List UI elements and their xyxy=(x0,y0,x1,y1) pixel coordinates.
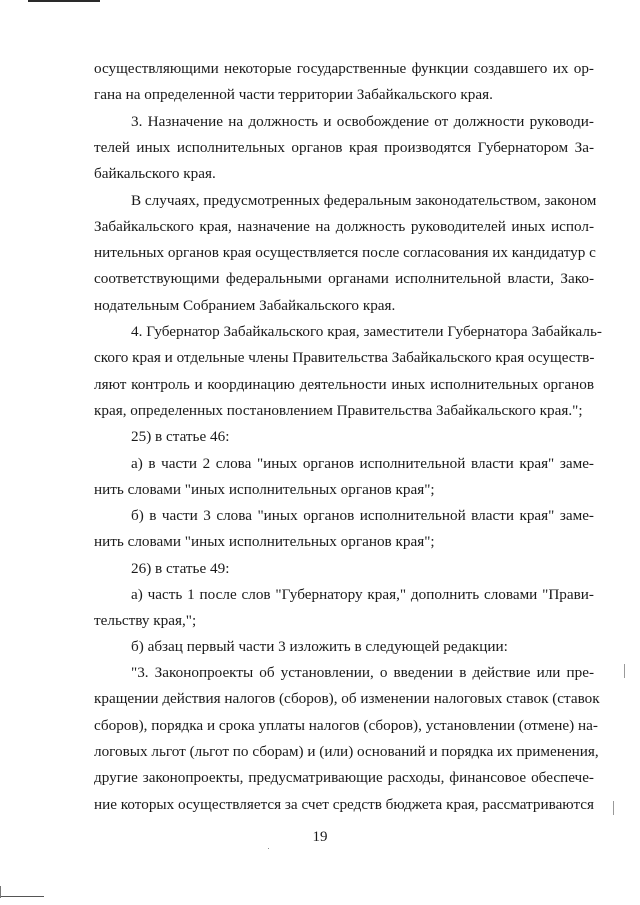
text-line: б) в части 3 слова "иных органов исполнительной власти края" заме- xyxy=(131,507,594,524)
text-line: байкальского края. xyxy=(94,165,216,182)
scan-artifact-bottom-left-mark xyxy=(0,886,1,898)
scan-speck xyxy=(268,848,269,849)
text-line: нодательным Собранием Забайкальского края. xyxy=(94,297,396,314)
text-line: тельству края,"; xyxy=(94,612,197,629)
scan-artifact-top xyxy=(28,0,100,2)
text-line: а) часть 1 после слов "Губернатору края," дополнить словами "Прави- xyxy=(131,586,594,603)
text-line: В случаях, предусмотренных федеральным законодательством, законом xyxy=(131,192,597,209)
text-line: осуществляющими некоторые государственные функции создавшего их ор- xyxy=(94,60,594,77)
page-number: 19 xyxy=(312,829,328,845)
text-line: нить словами "иных исполнительных органов края"; xyxy=(94,481,435,498)
text-line: сборов), порядка и срока уплаты налогов (сборов), установлении (отмене) на- xyxy=(94,717,598,734)
text-line: кращении действия налогов (сборов), об изменении налоговых ставок (ставок xyxy=(94,690,600,707)
text-line: нительных органов края осуществляется после согласования их кандидатур с xyxy=(94,244,596,261)
text-line: б) абзац первый части 3 изложить в следующей редакции: xyxy=(131,638,508,655)
scan-artifact-bottom-left xyxy=(0,896,44,897)
text-line: гана на определенной части территории Забайкальского края. xyxy=(94,86,493,103)
scan-speck xyxy=(624,664,625,678)
text-line: 4. Губернатор Забайкальского края, заместители Губернатора Забайкаль- xyxy=(131,323,602,340)
scan-speck xyxy=(613,801,614,815)
text-line: 26) в статье 49: xyxy=(131,560,230,577)
text-line: "3. Законопроекты об установлении, о введении в действие или пре- xyxy=(131,664,594,681)
text-line: логовых льгот (льгот по сборам) и (или) оснований и порядка их применения, xyxy=(94,743,599,760)
text-line: 3. Назначение на должность и освобождение от должности руководи- xyxy=(131,113,594,130)
text-line: телей иных исполнительных органов края производятся Губернатором За- xyxy=(94,139,594,156)
text-line: ляют контроль и координацию деятельности иных исполнительных органов xyxy=(94,376,594,393)
text-line: другие законопроекты, предусматривающие расходы, финансовое обеспече- xyxy=(94,769,594,786)
text-line: 25) в статье 46: xyxy=(131,428,230,445)
text-line: нить словами "иных исполнительных органов края"; xyxy=(94,533,435,550)
text-line: соответствующими федеральными органами исполнительной власти, Зако- xyxy=(94,270,594,287)
text-line: ского края и отдельные члены Правительства Забайкальского края осуществ- xyxy=(94,349,595,366)
text-line: Забайкальского края, назначение на должность руководителей иных испол- xyxy=(94,218,594,235)
text-line: края, определенных постановлением Правительства Забайкальского края."; xyxy=(94,402,583,419)
text-line: а) в части 2 слова "иных органов исполнительной власти края" заме- xyxy=(131,455,594,472)
text-line: ние которых осуществляется за счет средств бюджета края, рассматриваются xyxy=(94,796,595,813)
